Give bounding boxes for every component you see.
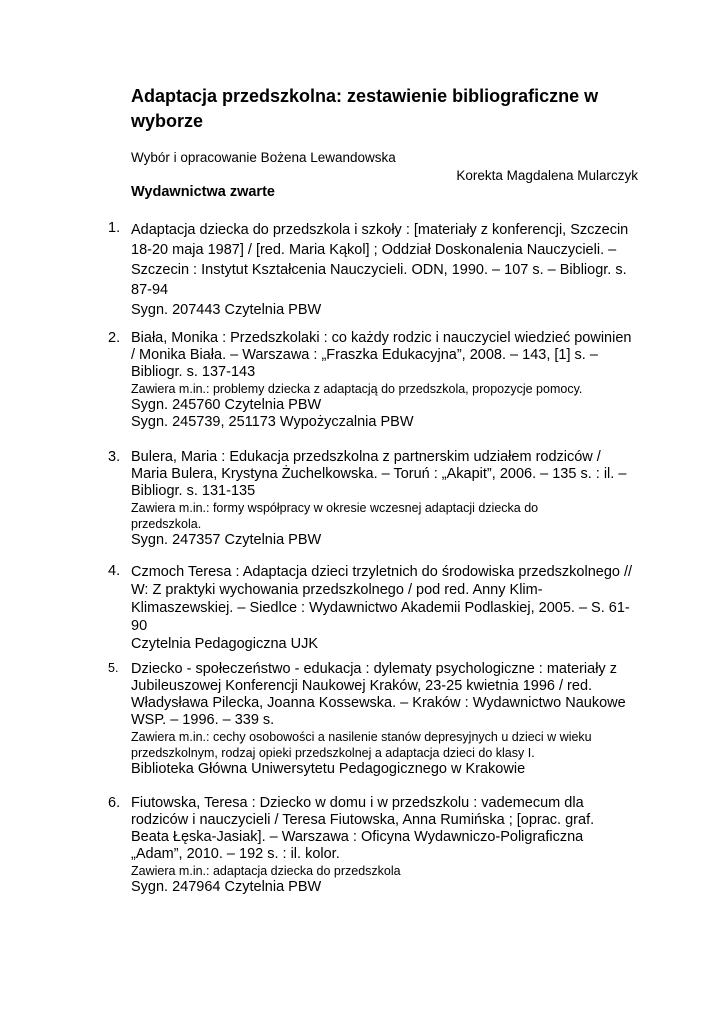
entry-line: 87-94 — [131, 282, 169, 298]
entry-body — [131, 449, 638, 549]
entry-signature: Sygn. 207443 Czytelnia PBW — [131, 302, 322, 318]
bibliography-entry — [108, 795, 638, 896]
entry-line: W: Z praktyki wychowania przedszkolnego / pod red. Anny Klim- — [131, 582, 543, 598]
entry-line: Bulera, Maria : Edukacja przedszkolna z partnerskim udziałem rodziców / — [131, 449, 601, 465]
entry-signature: Biblioteka Główna Uniwersytetu Pedagogicznego w Krakowie — [131, 761, 526, 777]
entry-signature: Sygn. 245739, 251173 Wypożyczalnia PBW — [131, 414, 414, 430]
entry-line: Jubileuszowej Konferencji Naukowej Kraków, 23-25 kwietnia 1996 / red. — [131, 678, 593, 694]
entry-line: Fiutowska, Teresa : Dziecko w domu i w przedszkolu : vademecum dla — [131, 795, 584, 811]
entry-line: Maria Bulera, Krystyna Żuchelkowska. – Toruń : „Akapit”, 2006. – 135 s. : il. – — [131, 466, 627, 482]
bibliography-entry — [108, 661, 638, 778]
entry-line: Czmoch Teresa : Adaptacja dzieci trzyletnich do środowiska przedszkolnego // — [131, 564, 633, 580]
entry-number: 4. — [108, 563, 121, 579]
entry-signature: Sygn. 247357 Czytelnia PBW — [131, 532, 322, 548]
entry-line: Klimaszewskiej. – Siedlce : Wydawnictwo Akademii Podlaskiej, 2005. – S. 61- — [131, 600, 630, 616]
entry-line: Adaptacja dziecka do przedszkola i szkoły : [materiały z konferencji, Szczecin — [131, 222, 629, 238]
entry-number: 6. — [108, 795, 121, 811]
entry-body — [131, 563, 638, 653]
entry-number: 1. — [108, 220, 121, 236]
entry-line: Beata Łęska-Jasiak]. – Warszawa : Oficyna Wydawniczo-Poligraficzna — [131, 829, 584, 845]
entry-body — [131, 795, 638, 896]
entry-number: 5. — [108, 661, 119, 675]
entry-line: rodziców i nauczycieli / Teresa Fiutowska, Anna Rumińska ; [oprac. graf. — [131, 812, 595, 828]
entry-note: Zawiera m.in.: formy współpracy w okresie wczesnej adaptacji dziecka do — [131, 501, 539, 515]
bibliography-entry — [108, 449, 638, 549]
authors-line: Wybór i opracowanie Bożena Lewandowska — [131, 150, 396, 165]
entry-line: Bibliogr. s. 137-143 — [131, 364, 256, 380]
entry-line: Władysława Pilecka, Joanna Kossewska. – Kraków : Wydawnictwo Naukowe — [131, 695, 626, 711]
entry-body — [131, 330, 638, 431]
entry-line: WSP. – 1996. – 339 s. — [131, 712, 275, 728]
entry-line: / Monika Biała. – Warszawa : „Fraszka Edukacyjna”, 2008. – 143, [1] s. – — [131, 347, 598, 363]
bibliography-entry — [108, 330, 638, 431]
entry-line: Szczecin : Instytut Kształcenia Nauczycieli. ODN, 1990. – 107 s. – Bibliogr. s. — [131, 262, 627, 278]
entry-line: Bibliogr. s. 131-135 — [131, 483, 256, 499]
korekta-line: Korekta Magdalena Mularczyk — [456, 168, 638, 183]
entry-signature: Sygn. 245760 Czytelnia PBW — [131, 397, 322, 413]
entry-body — [131, 220, 638, 320]
section-heading: Wydawnictwa zwarte — [131, 184, 275, 200]
entry-note: Zawiera m.in.: adaptacja dziecka do przedszkola — [131, 864, 401, 878]
entry-number: 3. — [108, 449, 121, 465]
entry-line: Dziecko - społeczeństwo - edukacja : dylematy psychologiczne : materiały z — [131, 661, 617, 677]
entry-line: 18-20 maja 1987] / [red. Maria Kąkol] ; Oddział Doskonalenia Nauczycieli. – — [131, 242, 617, 258]
entry-signature: Sygn. 247964 Czytelnia PBW — [131, 879, 322, 895]
bibliography-entry — [108, 220, 638, 320]
entry-note: przedszkola. — [131, 517, 202, 531]
entry-note: Zawiera m.in.: cechy osobowości a nasilenie stanów depresyjnych u dzieci w wieku — [131, 730, 592, 744]
entry-number: 2. — [108, 330, 121, 346]
entry-line: Biała, Monika : Przedszkolaki : co każdy rodzic i nauczyciel wiedzieć powinien — [131, 330, 632, 346]
entry-line: „Adam”, 2010. – 192 s. : il. kolor. — [131, 846, 340, 862]
entry-line: 90 — [131, 618, 148, 634]
entry-note: przedszkolnym, rodzaj opieki przedszkolnej a adaptacja dzieci do klasy I. — [131, 746, 535, 760]
page-title: Adaptacja przedszkolna: zestawienie bibliograficzne w wyborze — [131, 86, 599, 131]
bibliography-entry — [108, 563, 638, 653]
entry-signature: Czytelnia Pedagogiczna UJK — [131, 636, 318, 652]
entry-note: Zawiera m.in.: problemy dziecka z adaptacją do przedszkola, propozycje pomocy. — [131, 382, 583, 396]
entry-body — [131, 661, 638, 778]
